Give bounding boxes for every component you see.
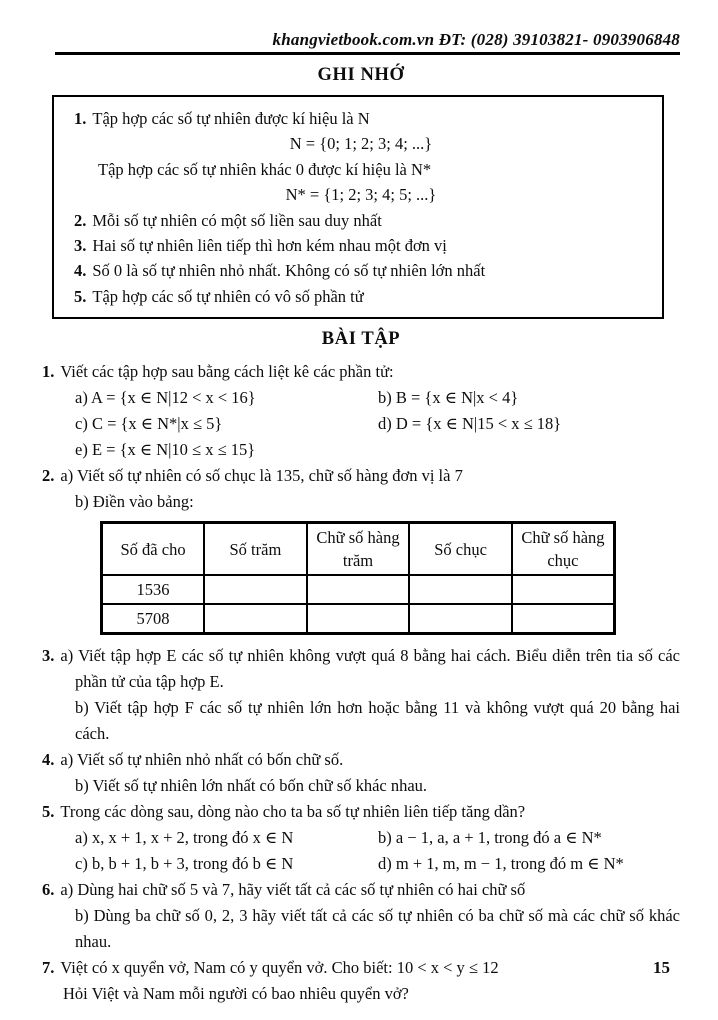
exercise-item-a: a) A = {x ∈ N|12 < x < 16}: [75, 388, 256, 408]
exercise-3-a: [42, 643, 680, 695]
exercise-item-d: d) m + 1, m, m − 1, trong đó m ∈ N*: [378, 854, 624, 874]
exercise-item-c: c) b, b + 1, b + 3, trong đó b ∈ N: [75, 854, 294, 874]
exercise-text: b) Điền vào bảng:: [75, 492, 194, 512]
memo-item-number: 2.: [74, 210, 87, 230]
memo-formula-text: N = {0; 1; 2; 3; 4; ...}: [289, 134, 433, 154]
table-cell: [512, 604, 615, 634]
memo-item-text: Tập hợp các số tự nhiên khác 0 được kí hiệu là N*: [98, 159, 432, 179]
exercise-text: b) Dùng ba chữ số 0, 2, 3 hãy viết tất cả các số tự nhiên có ba chữ số mà các chữ số khác nhau.: [75, 906, 680, 952]
table-row: [102, 575, 615, 604]
exercise-text: Trong các dòng sau, dòng nào cho ta ba số tự nhiên liên tiếp tăng dần?: [60, 802, 526, 822]
exercise-item-d: d) D = {x ∈ N|15 < x ≤ 18}: [378, 414, 562, 434]
memo-item-text: Hai số tự nhiên liên tiếp thì hơn kém nhau một đơn vị: [92, 236, 447, 256]
table-header-cell: Số trăm: [204, 523, 307, 576]
exercise-item-b: b) a − 1, a, a + 1, trong đó a ∈ N*: [378, 828, 602, 848]
memo-formula: [74, 131, 648, 156]
exercise-item-e: e) E = {x ∈ N|10 ≤ x ≤ 15}: [75, 440, 256, 460]
table-cell: [512, 575, 615, 604]
exercise-5-row-ab: [42, 825, 680, 851]
exercise-7-line2: [42, 981, 680, 1007]
table-cell: [204, 575, 307, 604]
memo-formula-text: N* = {1; 2; 3; 4; 5; ...}: [285, 185, 437, 205]
memo-line: [74, 284, 648, 309]
memo-item-text: Tập hợp các số tự nhiên được kí hiệu là N: [92, 109, 370, 128]
exercise-1-row-ab: [42, 385, 680, 411]
table-header-cell: Chữ số hàng trăm: [307, 523, 410, 576]
exercise-text: Viết các tập hợp sau bằng cách liệt kê các phần tử:: [60, 362, 394, 382]
exercise-text: Hỏi Việt và Nam mỗi người có bao nhiêu quyển vở?: [63, 984, 409, 1004]
exercise-5-row-cd: [42, 851, 680, 877]
exercise-7-line1: [42, 955, 680, 981]
memo-line: [74, 258, 648, 283]
header-contact-text: khangvietbook.com.vn ĐT: (028) 39103821- 0903906848: [272, 30, 680, 49]
exercise-text: a) Viết số tự nhiên có số chục là 135, chữ số hàng đơn vị là 7: [60, 466, 463, 486]
exercises-area: [42, 359, 680, 1007]
exercise-2-b: [42, 489, 680, 515]
exercise-item-a: a) x, x + 1, x + 2, trong đó x ∈ N: [75, 828, 294, 848]
table-header-cell: Số chục: [409, 523, 512, 576]
exercise-1-intro: [42, 359, 680, 385]
exercise-6-a: [42, 877, 680, 903]
table-cell: [307, 575, 410, 604]
exercise-4-b: [42, 773, 680, 799]
memo-item-text: Tập hợp các số tự nhiên có vô số phần tử: [92, 286, 364, 306]
table-header-cell: Chữ số hàng chục: [512, 523, 615, 576]
memo-item-number: 1.: [74, 109, 87, 128]
table-cell: [409, 604, 512, 634]
table-row: [102, 604, 615, 634]
memo-item-number: 5.: [74, 286, 87, 306]
memo-line: [74, 106, 648, 131]
exercise-1-row-e: [42, 437, 680, 463]
exercise-item-c: c) C = {x ∈ N*|x ≤ 5}: [75, 414, 223, 434]
table-header-row: [102, 523, 615, 576]
exercise-1-row-cd: [42, 411, 680, 437]
memo-item-number: 4.: [74, 261, 87, 281]
exercise-text: a) Dùng hai chữ số 5 và 7, hãy viết tất cả các số tự nhiên có hai chữ số: [60, 880, 526, 900]
table-cell: [409, 575, 512, 604]
digits-table: [100, 521, 616, 635]
exercise-text: a) Viết tập hợp E các số tự nhiên không vượt quá 8 bằng hai cách. Biểu diễn trên tia số các phần tử của tập hợp E.: [60, 646, 680, 692]
exercise-text: b) Viết tập hợp F các số tự nhiên lớn hơn hoặc bằng 11 và không vượt quá 20 bằng hai cách.: [75, 698, 680, 744]
exercise-2-a: [42, 463, 680, 489]
exercise-item-b: b) B = {x ∈ N|x < 4}: [378, 388, 519, 408]
exercise-4-a: [42, 747, 680, 773]
table-cell: 5708: [102, 604, 205, 634]
exercise-text: Việt có x quyển vở, Nam có y quyển vở. Cho biết: 10 < x < y ≤ 12: [60, 958, 499, 978]
exercise-number: 4.: [42, 750, 55, 770]
memo-line: [74, 208, 648, 233]
exercise-3-b: [42, 695, 680, 747]
table-cell: [307, 604, 410, 634]
exercise-6-b: [42, 903, 680, 955]
memo-item-text: Số 0 là số tự nhiên nhỏ nhất. Không có số tự nhiên lớn nhất: [92, 261, 486, 281]
exercise-number: 6.: [42, 880, 55, 900]
memo-box: [52, 95, 664, 319]
page-number: 15: [653, 958, 670, 977]
table-cell: 1536: [102, 575, 205, 604]
memo-item-number: 3.: [74, 236, 87, 256]
table-cell: [204, 604, 307, 634]
memo-item-text: Mỗi số tự nhiên có một số liền sau duy nhất: [92, 210, 382, 230]
exercise-number: 3.: [42, 646, 55, 666]
table-header-cell: Số đã cho: [102, 523, 205, 576]
memo-line: [74, 233, 648, 258]
exercise-number: 2.: [42, 466, 55, 486]
exercise-text: a) Viết số tự nhiên nhỏ nhất có bốn chữ số.: [60, 750, 344, 770]
memo-formula: [74, 182, 648, 207]
exercise-number: 1.: [42, 362, 55, 382]
memo-title: GHI NHỚ: [317, 65, 405, 85]
exercise-number: 5.: [42, 802, 55, 822]
exercise-5-intro: [42, 799, 680, 825]
exercise-number: 7.: [42, 958, 55, 978]
exercises-title: BÀI TẬP: [321, 329, 401, 350]
exercise-text: b) Viết số tự nhiên lớn nhất có bốn chữ số khác nhau.: [75, 776, 428, 796]
page-header: [55, 30, 680, 55]
memo-line: [74, 157, 648, 182]
